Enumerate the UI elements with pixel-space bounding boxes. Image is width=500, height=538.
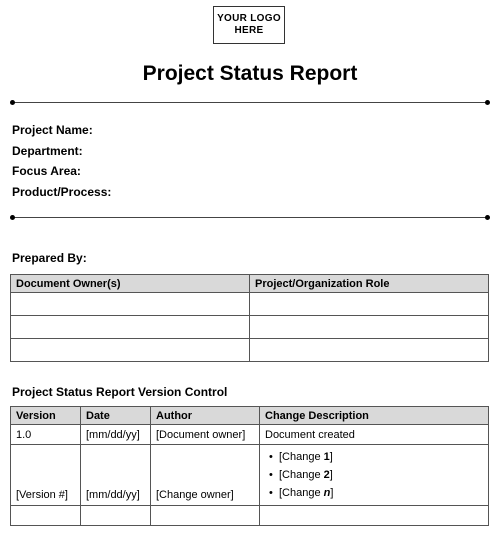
field-department: Department: xyxy=(12,144,83,158)
table-cell[interactable] xyxy=(11,293,250,316)
bullet-icon: • xyxy=(269,469,273,481)
change-number: 2 xyxy=(323,469,330,481)
prepared-by-heading: Prepared By: xyxy=(12,251,87,265)
change-suffix: ] xyxy=(329,469,333,481)
column-header-role: Project/Organization Role xyxy=(250,275,489,293)
field-focus-area: Focus Area: xyxy=(12,164,81,178)
table-row xyxy=(11,506,489,526)
change-suffix: ] xyxy=(330,487,334,499)
author-cell[interactable]: [Document owner] xyxy=(151,425,260,445)
date-cell[interactable] xyxy=(81,506,151,526)
table-cell[interactable] xyxy=(11,339,250,362)
description-cell[interactable] xyxy=(260,445,489,506)
table-header-row xyxy=(11,407,489,425)
field-project-name: Project Name: xyxy=(12,123,93,137)
page-title: Project Status Report xyxy=(142,62,358,85)
divider-top xyxy=(12,102,488,103)
bullet-icon: • xyxy=(269,451,273,463)
list-item xyxy=(269,448,483,466)
version-control-table xyxy=(10,406,489,526)
list-item xyxy=(269,484,483,502)
table-row xyxy=(11,445,489,506)
change-suffix: ] xyxy=(329,451,333,463)
column-header-version: Version xyxy=(11,407,81,425)
bullet-icon: • xyxy=(269,487,273,499)
version-cell[interactable]: 1.0 xyxy=(11,425,81,445)
table-cell[interactable] xyxy=(250,293,489,316)
change-prefix: [Change xyxy=(279,487,324,499)
table-header-row xyxy=(11,275,489,293)
author-cell[interactable]: [Change owner] xyxy=(151,445,260,506)
divider-middle xyxy=(12,217,488,218)
author-cell[interactable] xyxy=(151,506,260,526)
table-row xyxy=(11,293,489,316)
column-header-date: Date xyxy=(81,407,151,425)
column-header-author: Author xyxy=(151,407,260,425)
change-number: n xyxy=(323,487,331,499)
change-prefix: [Change xyxy=(279,469,324,481)
logo-placeholder xyxy=(213,6,285,44)
table-cell[interactable] xyxy=(11,316,250,339)
column-header-change-description: Change Description xyxy=(260,407,489,425)
field-product-process: Product/Process: xyxy=(12,185,112,199)
table-cell[interactable] xyxy=(250,316,489,339)
table-row xyxy=(11,316,489,339)
list-item xyxy=(269,466,483,484)
description-cell[interactable] xyxy=(260,506,489,526)
description-cell[interactable]: Document created xyxy=(260,425,489,445)
date-cell[interactable]: [mm/dd/yy] xyxy=(81,445,151,506)
table-row xyxy=(11,339,489,362)
column-header-document-owner: Document Owner(s) xyxy=(11,275,250,293)
change-prefix: [Change xyxy=(279,451,324,463)
logo-line-2: HERE xyxy=(234,25,264,36)
logo-line-1: YOUR LOGO xyxy=(217,13,281,24)
table-cell[interactable] xyxy=(250,339,489,362)
date-cell[interactable]: [mm/dd/yy] xyxy=(81,425,151,445)
change-list xyxy=(265,448,483,502)
version-control-heading: Project Status Report Version Control xyxy=(12,385,228,399)
version-cell[interactable]: [Version #] xyxy=(11,445,81,506)
table-row xyxy=(11,425,489,445)
version-cell[interactable] xyxy=(11,506,81,526)
change-number: 1 xyxy=(323,451,330,463)
prepared-by-table xyxy=(10,274,489,362)
